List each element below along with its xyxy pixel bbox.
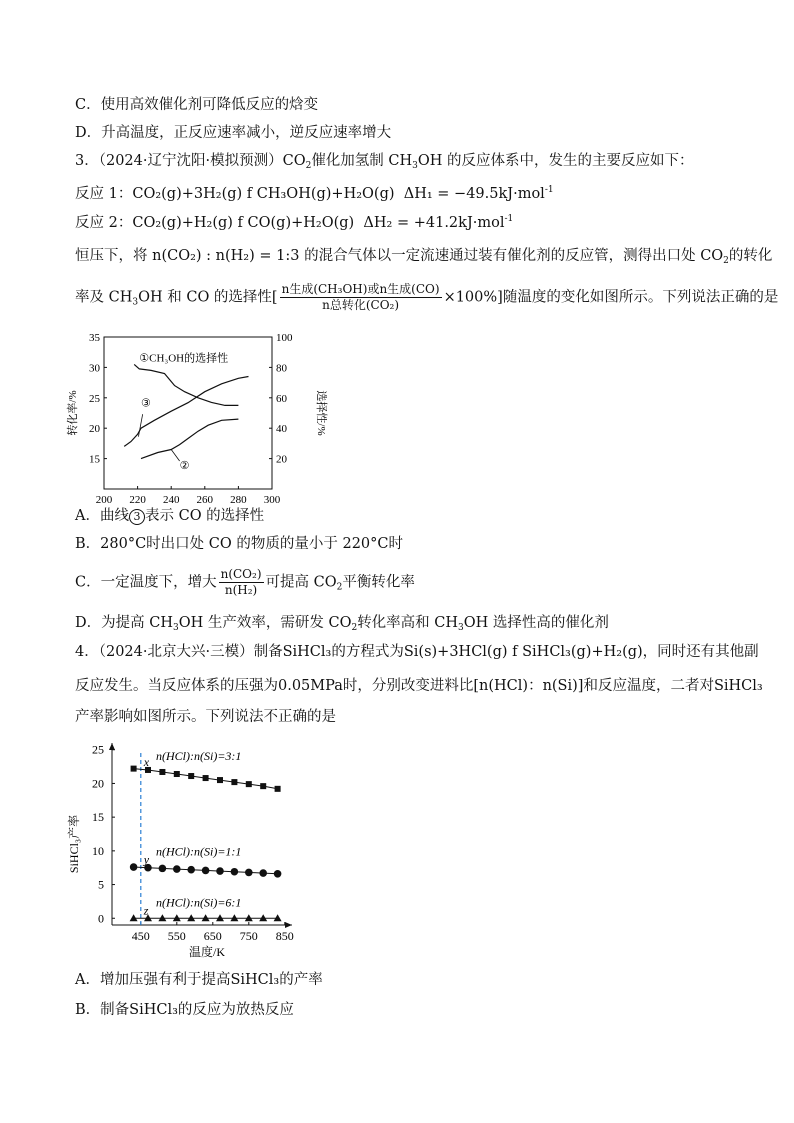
y-left-axis-label: 转化率/%: [67, 390, 79, 436]
data-point-triangle: [216, 914, 224, 921]
q3-reaction-2: 反应 2：CO₂(g)+H₂(g) f CO(g)+H₂O(g) ΔH₂ = +41.2kJ·mol$^{-1}$: [75, 214, 514, 231]
y-tick-label: 10: [92, 843, 104, 858]
x-axis-label: 温度/K: [188, 945, 226, 959]
data-point-circle: [173, 865, 181, 873]
data-point-triangle: [173, 914, 181, 921]
data-point-circle: [130, 863, 138, 871]
y-tick-label: 20: [92, 776, 104, 791]
y-right-tick-label: 100: [276, 332, 293, 344]
y-left-tick-label: 25: [89, 392, 100, 405]
q3-option-d: D．为提高 $CH_3OH$ 生产效率，需研发 $CO_2$转化率高和 $CH_3OH$ 选择性高的催化剂: [75, 615, 609, 633]
series-co2-conversion: [124, 377, 248, 447]
circled-number: 3: [129, 509, 145, 525]
q4-option-b: B．制备SiHCl₃的反应为放热反应: [75, 1002, 294, 1018]
annotation-2-leader: [171, 449, 179, 461]
q3-selectivity-def: 率及 $CH_3OH$ 和 CO 的选择性[ $\frac{\text{n生成(CH₃OH)或n生成(CO)}}{\text{n总转化(CO₂)}}$ ×100%]随温度的变化如图所示。下列说法正确的是: [75, 282, 779, 312]
series-co-selectivity: [141, 419, 238, 459]
x-tick-label: 280: [230, 494, 247, 505]
sihcl3-yield-chart: [60, 735, 310, 970]
y-left-tick-label: 30: [89, 362, 100, 375]
selectivity-fraction: $\frac{\text{n生成(CH₃OH)或n生成(CO)}}{\text{n总转化(CO₂)}}$: [281, 282, 440, 312]
q4-option-a: A．增加压强有利于提高SiHCl₃的产率: [75, 972, 323, 988]
data-point-square: [131, 766, 137, 772]
series-ratio-1-1-label: n(HCl):n(Si)=1:1: [156, 844, 242, 859]
data-point-square: [159, 769, 165, 775]
q3-condition: 恒压下，将 n(CO₂) : n(H₂) = 1:3 的混合气体以一定流速通过装有催化剂的反应管，测得出口处 $CO_2$的转化: [75, 248, 773, 266]
x-tick-label: 650: [203, 929, 222, 943]
x-tick-label: 260: [196, 494, 214, 505]
data-point-square: [188, 773, 194, 779]
series-ratio-3-1-label: n(HCl):n(Si)=3:1: [156, 748, 242, 763]
q4-stem-2: 反应发生。当反应体系的压强为0.05MPa时，分别改变进料比[n(HCl)：n(Si)]和反应温度，二者对SiHCl₃: [75, 678, 763, 694]
x-axis-arrow: [285, 922, 292, 928]
data-point-triangle: [130, 914, 138, 921]
x-tick-label: 220: [129, 494, 146, 505]
y-right-tick-label: 20: [276, 453, 287, 466]
data-point-triangle: [158, 914, 166, 921]
q2-option-c: C．使用高效催化剂可降低反应的焓变: [75, 97, 319, 113]
annotation-3-leader: [138, 414, 142, 436]
x-tick-label: 450: [131, 929, 150, 943]
data-point-square: [260, 783, 266, 789]
data-point-triangle: [245, 914, 253, 921]
q2-option-d: D．升高温度，正反应速率减小，逆反应速率增大: [75, 125, 392, 141]
x-tick-label: 850: [275, 929, 294, 943]
data-point-circle: [274, 870, 282, 878]
data-point-circle: [159, 865, 167, 873]
q4-stem-3: 产率影响如图所示。下列说法不正确的是: [75, 709, 336, 725]
data-point-triangle: [230, 914, 238, 921]
data-point-square: [231, 779, 237, 785]
data-point-circle: [202, 867, 210, 875]
q3-stem: 3．（2024·辽宁沈阳·模拟预测）$CO_2$催化加氢制 $CH_3OH$ 的反应体系中，发生的主要反应如下：: [75, 153, 694, 171]
x-tick-label: 240: [162, 494, 180, 505]
y-tick-label: 0: [98, 911, 104, 926]
data-point-square: [174, 771, 180, 777]
q3-option-b: B．280°C时出口处 CO 的物质的量小于 220°C时: [75, 536, 404, 552]
q3-option-a: A．曲线 3 表示 CO 的选择性: [75, 508, 265, 524]
data-point-circle: [231, 868, 239, 876]
point-label: x: [143, 754, 150, 769]
data-point-circle: [259, 869, 267, 877]
data-point-square: [246, 781, 252, 787]
data-point-circle: [187, 866, 195, 874]
y-right-tick-label: 80: [276, 362, 287, 375]
y-tick-label: 25: [92, 742, 104, 757]
x-tick-label: 300: [263, 494, 281, 505]
x-tick-label: 550: [167, 929, 186, 943]
data-point-triangle: [187, 914, 195, 921]
q4-stem-1: 4．（2024·北京大兴·三模）制备SiHCl₃的方程式为Si(s)+3HCl(g) f SiHCl₃(g)+H₂(g)，同时还有其他副: [75, 644, 759, 660]
y-left-tick-label: 15: [89, 453, 100, 466]
data-point-circle: [245, 869, 253, 877]
data-point-square: [275, 786, 281, 792]
y-tick-label: 15: [92, 810, 104, 825]
ratio-fraction: $\frac{\text{n(CO₂)}}{\text{n(H₂)}}$: [220, 567, 262, 597]
x-tick-label: 200: [95, 494, 113, 505]
y-axis-label: SiHCl₃产率: [67, 814, 81, 874]
x-tick-label: 750: [239, 929, 258, 943]
y-left-tick-label: 35: [89, 332, 100, 344]
data-point-triangle: [274, 914, 282, 921]
data-point-circle: [216, 867, 224, 875]
y-axis-arrow: [109, 743, 115, 750]
point-label: y: [143, 852, 150, 867]
y-left-tick-label: 20: [89, 423, 100, 436]
q3-reaction-1: 反应 1：CO₂(g)+3H₂(g) f CH₃OH(g)+H₂O(g) ΔH₁ = −49.5kJ·mol$^{-1}$: [75, 185, 554, 202]
data-point-triangle: [259, 914, 267, 921]
selectivity-conversion-chart: [60, 325, 330, 505]
y-right-axis-label: 选择性/%: [315, 390, 327, 436]
annotation-2: ②: [179, 459, 190, 472]
annotation-3: ③: [140, 397, 151, 410]
y-right-tick-label: 40: [276, 423, 287, 436]
y-right-tick-label: 60: [276, 392, 287, 405]
data-point-square: [217, 777, 223, 783]
y-tick-label: 5: [98, 877, 104, 892]
data-point-triangle: [202, 914, 210, 921]
annotation-ch3oh: ①CH₃OH的选择性: [139, 352, 229, 365]
point-label: z: [143, 903, 149, 918]
data-point-square: [203, 775, 209, 781]
q3-option-c: C．一定温度下，增大 $\frac{\text{n(CO₂)}}{\text{n(H₂)}}$ 可提高 $CO_2$平衡转化率: [75, 567, 415, 597]
series-ratio-6-1-label: n(HCl):n(Si)=6:1: [156, 895, 242, 910]
